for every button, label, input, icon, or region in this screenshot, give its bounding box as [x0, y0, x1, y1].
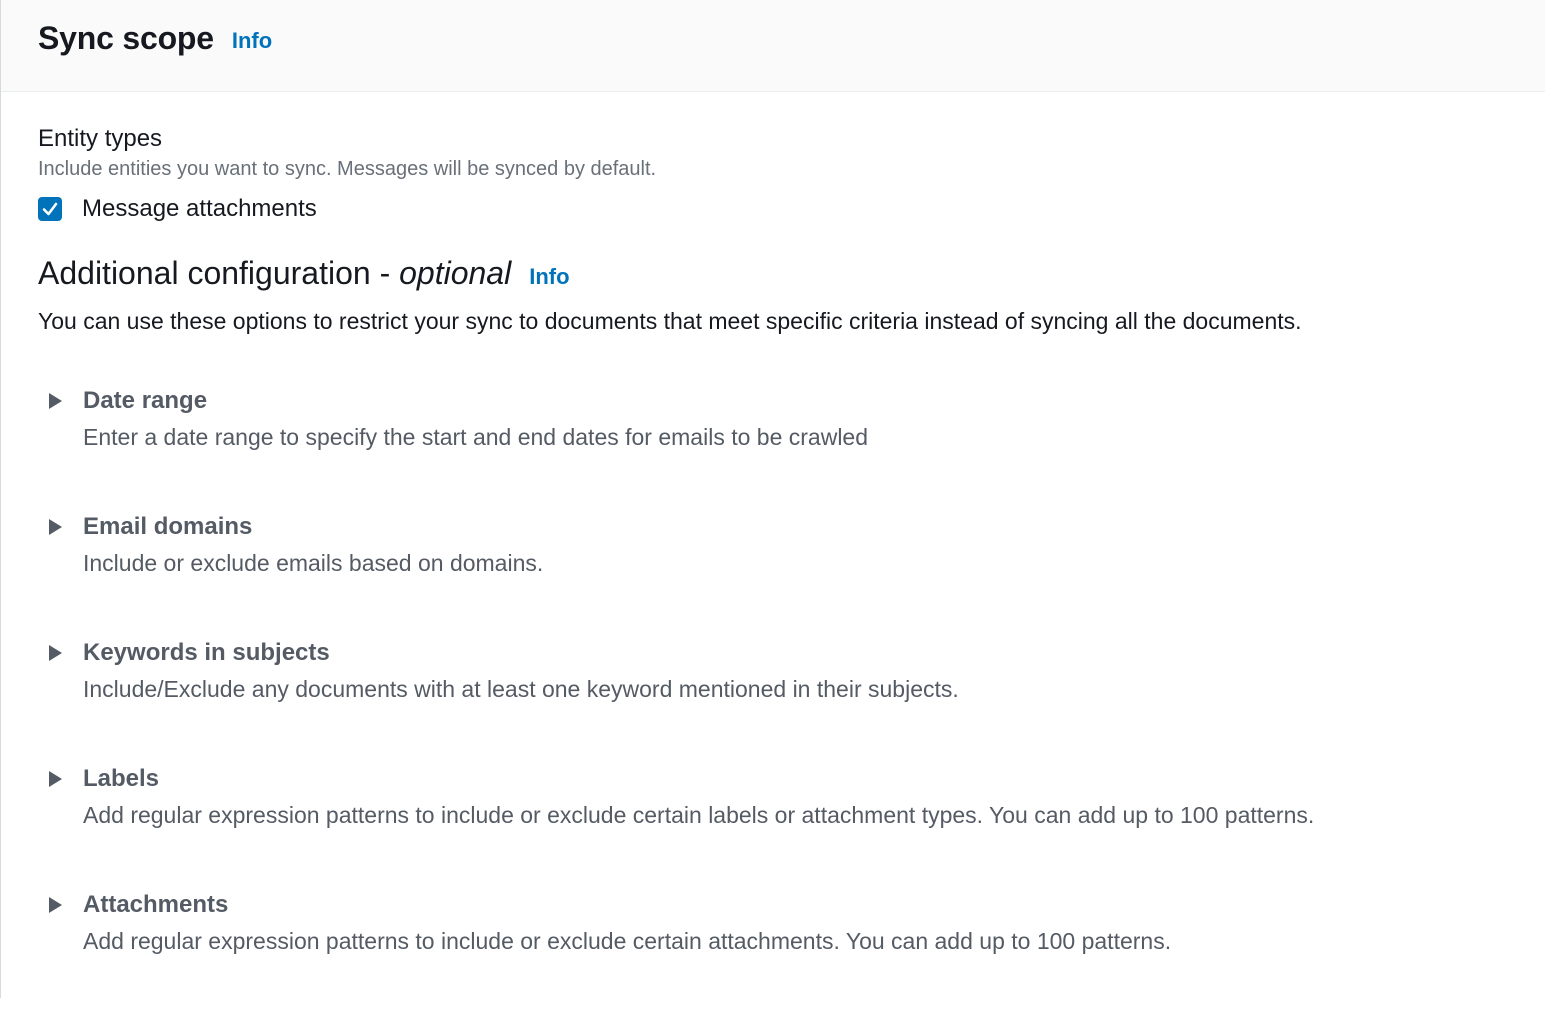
caret-right-icon [49, 393, 62, 409]
caret-right-icon [49, 645, 62, 661]
panel-title: Sync scope [38, 20, 214, 56]
entity-types-label: Entity types [38, 125, 163, 152]
expander-text [83, 764, 1314, 830]
panel-body [1, 124, 1545, 1016]
caret-right-icon [49, 897, 62, 913]
additional-configuration-heading [38, 254, 1515, 296]
message-attachments-checkbox[interactable] [38, 197, 62, 221]
entity-types-description: Include entities you want to sync. Messages will be synced by default. [38, 158, 657, 180]
caret-right-icon [49, 519, 62, 535]
expand-toggle[interactable] [38, 638, 83, 668]
expand-toggle[interactable] [38, 386, 83, 416]
message-attachments-checkbox-row[interactable] [38, 194, 1515, 224]
expander-title[interactable]: Keywords in subjects [83, 639, 330, 666]
expander-text [83, 890, 1171, 956]
heading-separator: - [370, 255, 400, 291]
expander-description: Include/Exclude any documents with at least one keyword mentioned in their subjects. [83, 676, 959, 702]
expander-labels[interactable] [38, 764, 1515, 890]
caret-right-icon [49, 771, 62, 787]
expand-toggle[interactable] [38, 512, 83, 542]
expander-title[interactable]: Attachments [83, 891, 229, 918]
expander-text [83, 638, 959, 704]
checkmark-icon [41, 200, 59, 218]
expander-description: Include or exclude emails based on domains. [83, 550, 544, 576]
optional-label: optional [399, 255, 512, 291]
expander-date-range[interactable] [38, 386, 1515, 512]
expand-toggle[interactable] [38, 764, 83, 794]
expander-description: Enter a date range to specify the start and end dates for emails to be crawled [83, 424, 869, 450]
additional-configuration-info-link[interactable]: Info [529, 264, 570, 289]
expander-text [83, 512, 543, 578]
panel-header [1, 0, 1545, 92]
expander-title[interactable]: Email domains [83, 513, 253, 540]
expander-title[interactable]: Date range [83, 387, 208, 414]
additional-configuration-title: Additional configuration [38, 255, 371, 291]
additional-configuration-description: You can use these options to restrict your sync to documents that meet specific criteria instead of syncing all the documents. [38, 308, 1302, 334]
expander-description: Add regular expression patterns to include or exclude certain attachments. You can add up to 100 patterns. [83, 928, 1172, 954]
expander-description: Add regular expression patterns to include or exclude certain labels or attachment types. You can add up to 100 patterns. [83, 802, 1315, 828]
message-attachments-label[interactable]: Message attachments [82, 195, 317, 222]
expander-text [83, 386, 868, 452]
expander-keywords-in-subjects[interactable] [38, 638, 1515, 764]
expander-attachments[interactable] [38, 890, 1515, 1016]
expander-email-domains[interactable] [38, 512, 1515, 638]
expander-title[interactable]: Labels [83, 765, 160, 792]
expand-toggle[interactable] [38, 890, 83, 920]
sync-scope-info-link[interactable]: Info [231, 27, 273, 53]
expander-list [38, 386, 1515, 1016]
